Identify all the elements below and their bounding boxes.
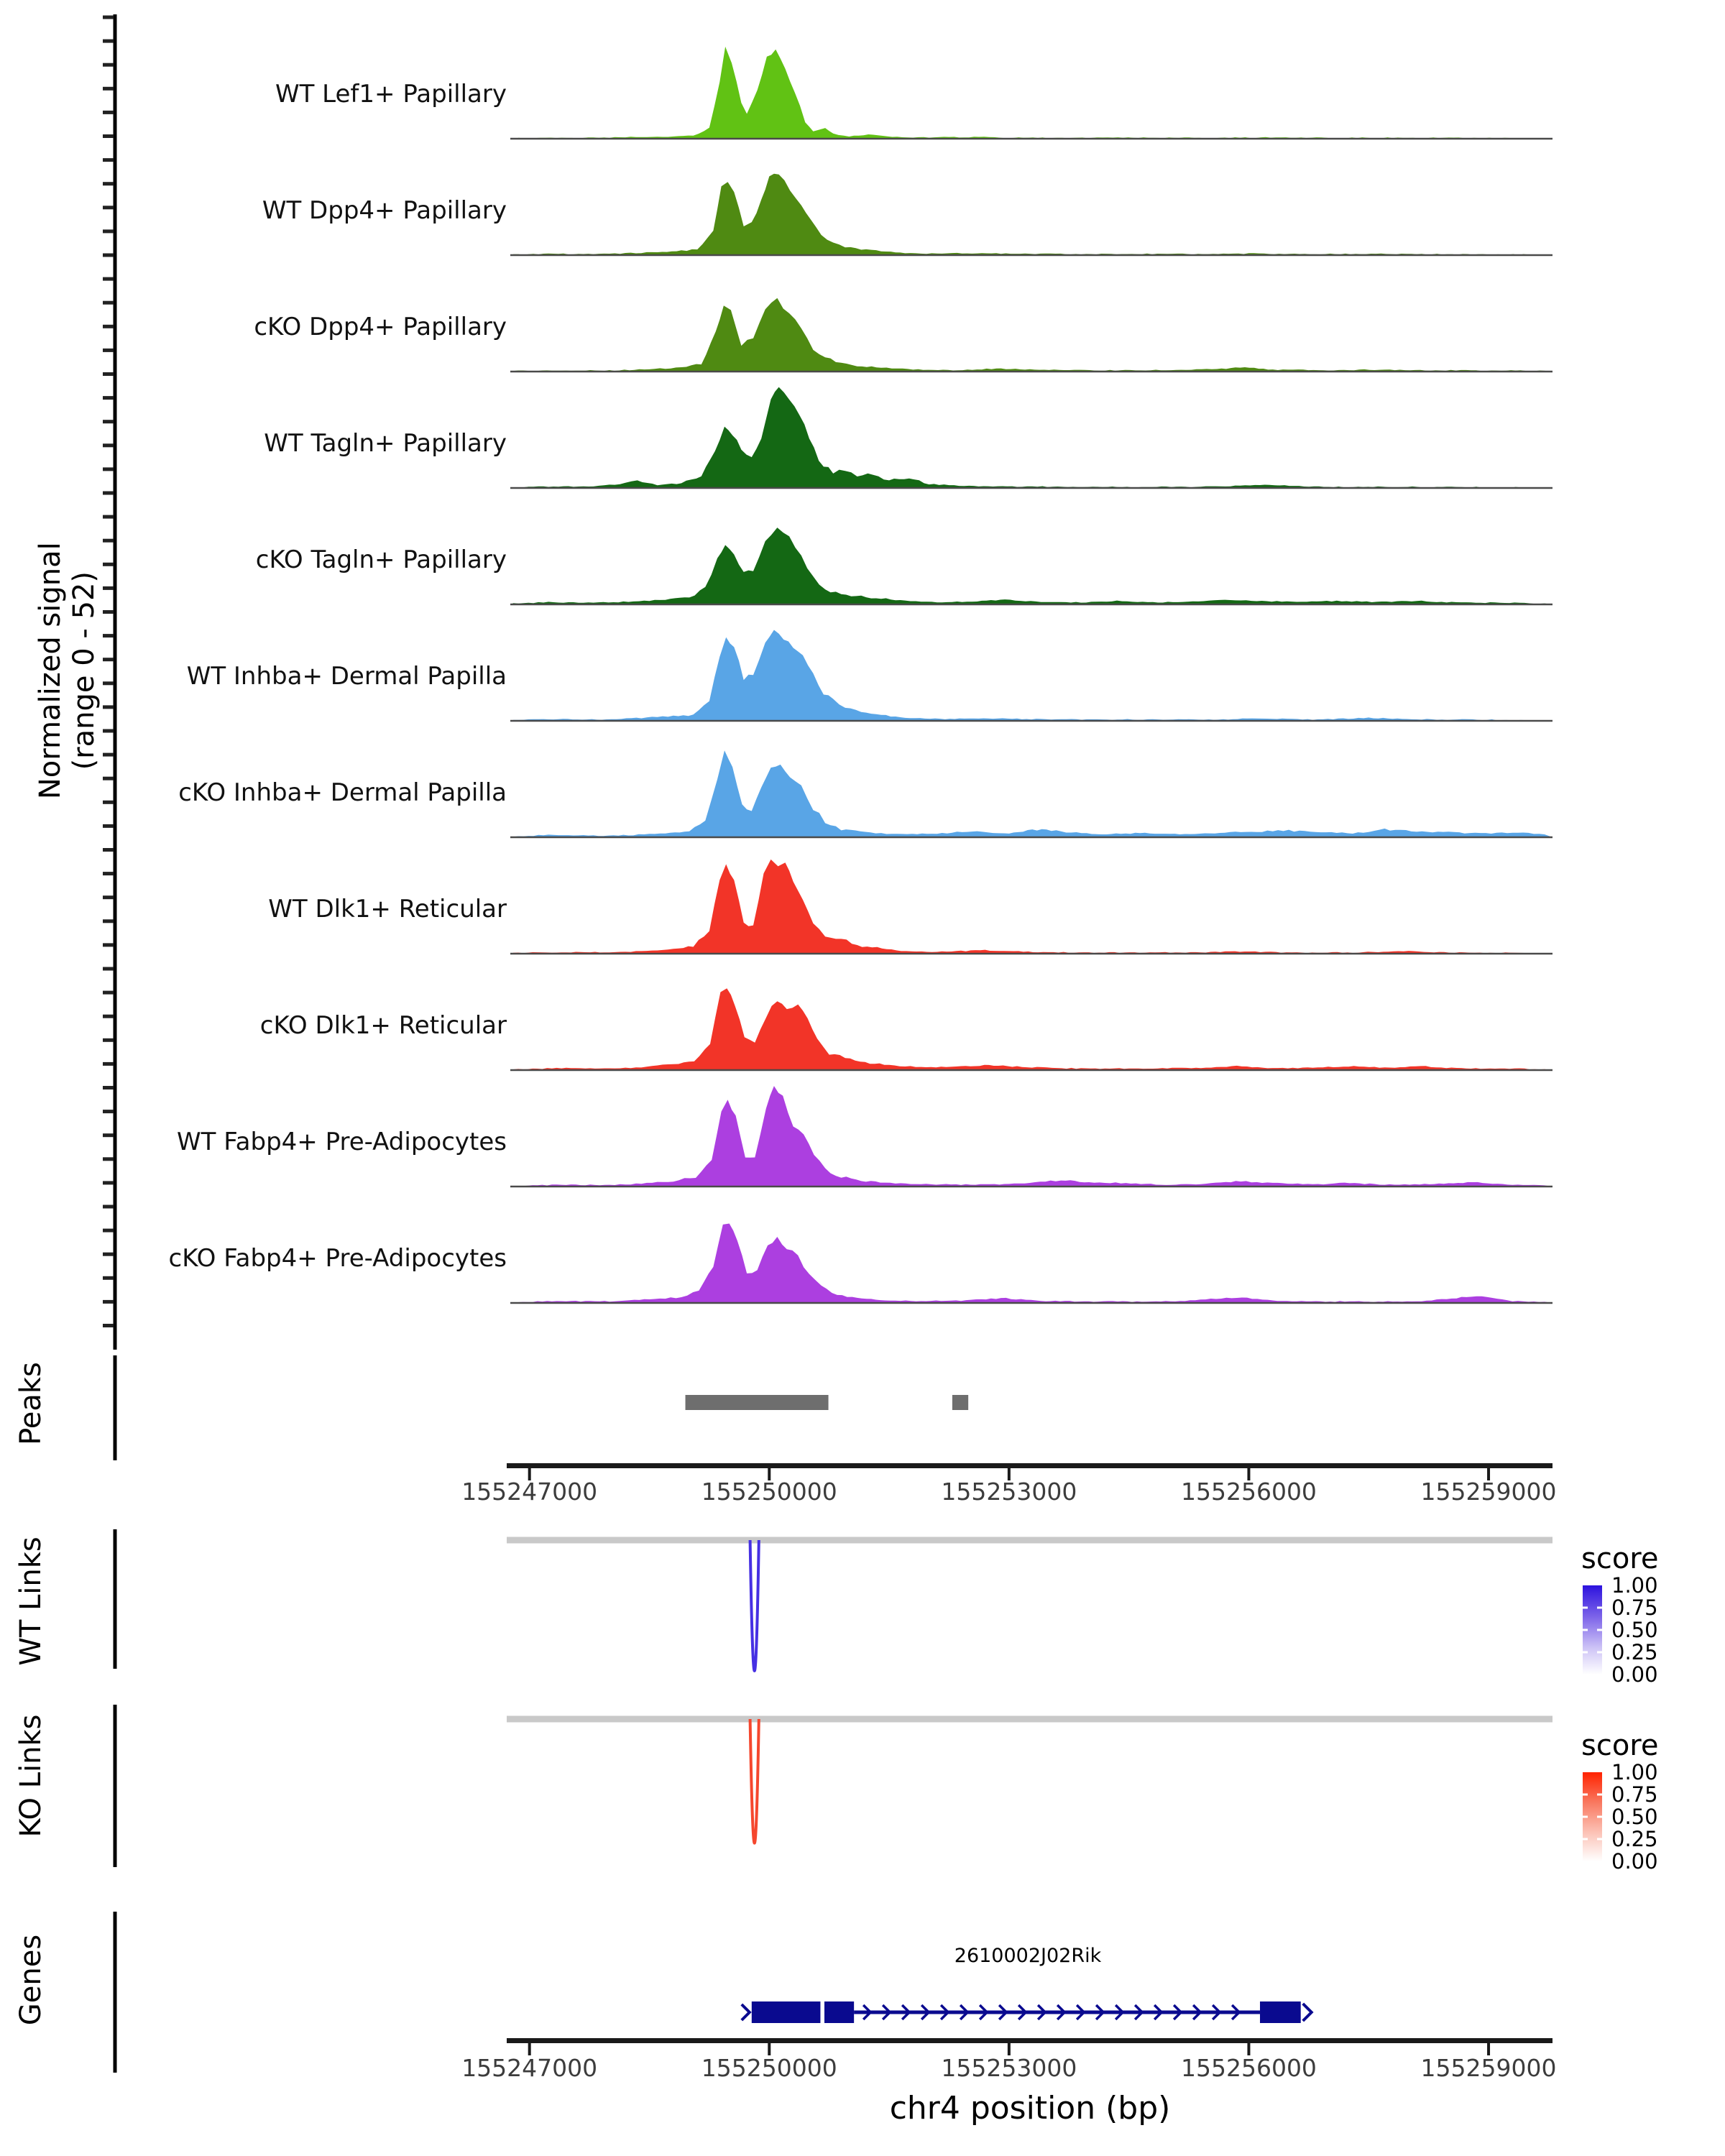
track-label: cKO Tagln+ Papillary: [255, 545, 507, 574]
signal-track-area: [510, 1086, 1552, 1187]
track-label: WT Tagln+ Papillary: [264, 429, 507, 458]
track-label: cKO Dlk1+ Reticular: [259, 1011, 507, 1040]
track-label: cKO Inhba+ Dermal Papilla: [178, 778, 507, 807]
signal-track-area: [510, 528, 1552, 604]
genome-axis-tick-label: 155253000: [941, 1478, 1077, 1506]
y-axis-label: [34, 383, 101, 958]
legend-tick-label: 0.75: [1611, 1782, 1658, 1807]
genome-axis-line: [507, 2038, 1552, 2043]
x-axis-title: chr4 position (bp): [889, 2090, 1171, 2127]
signal-track-area: [510, 174, 1552, 255]
signal-track-area: [510, 387, 1552, 488]
genome-axis-line: [507, 1463, 1552, 1468]
signal-track-area: [510, 1224, 1552, 1304]
signal-track-area: [510, 988, 1552, 1070]
peak-region: [952, 1395, 968, 1410]
genome-axis-tick-label: 155256000: [1180, 2054, 1317, 2082]
legend-tick-label: 0.25: [1611, 1640, 1658, 1664]
legend-tick-label: 0.75: [1611, 1595, 1658, 1620]
legend-tick-label: 0.00: [1611, 1662, 1658, 1687]
genome-axis-tick: [1487, 2041, 1490, 2055]
track-label: WT Fabp4+ Pre-Adipocytes: [177, 1128, 507, 1156]
gene-exon: [824, 2001, 854, 2023]
signal-track-area: [510, 47, 1552, 139]
section-label-ko-links: KO Links: [14, 1714, 47, 1838]
gene-name-label: 2610002J02Rik: [954, 1945, 1102, 1967]
genome-axis-tick-label: 155256000: [1180, 1478, 1317, 1506]
genome-axis-tick-label: 155247000: [461, 1478, 598, 1506]
y-axis-label-line1: Normalized signal: [33, 542, 67, 800]
legend-tick-label: 0.25: [1611, 1827, 1658, 1851]
ko-link-arc: [750, 1719, 759, 1843]
section-label-wt-links: WT Links: [14, 1537, 47, 1666]
track-label: WT Dpp4+ Papillary: [262, 196, 507, 225]
genome-axis-tick-label: 155259000: [1420, 2054, 1557, 2082]
genome-axis-tick-label: 155250000: [701, 1478, 837, 1506]
track-label: WT Dlk1+ Reticular: [268, 895, 507, 923]
genome-axis-tick: [528, 2041, 531, 2055]
genome-axis-tick-label: 155247000: [461, 2054, 598, 2082]
legend-tick-label: 1.00: [1611, 1760, 1658, 1784]
signal-track-area: [510, 860, 1552, 954]
genome-axis-tick-label: 155259000: [1420, 1478, 1557, 1506]
genome-axis-tick: [768, 2041, 770, 2055]
genome-axis-tick-label: 155253000: [941, 2054, 1077, 2082]
legend-tick-label: 1.00: [1611, 1573, 1658, 1598]
genome-axis-tick: [1008, 2041, 1011, 2055]
track-label: WT Inhba+ Dermal Papilla: [186, 662, 507, 691]
wt-links-legend-title: score: [1581, 1542, 1659, 1575]
legend-tick-label: 0.50: [1611, 1805, 1658, 1829]
section-label-genes: Genes: [14, 1934, 47, 2026]
signal-track-area: [510, 750, 1552, 837]
track-label: cKO Fabp4+ Pre-Adipocytes: [168, 1244, 507, 1273]
signal-track-area: [510, 298, 1552, 372]
legend-tick-label: 0.50: [1611, 1618, 1658, 1642]
signal-track-area: [510, 630, 1552, 722]
y-axis-label-line2: (range 0 - 52): [68, 571, 101, 770]
genome-axis-tick: [1247, 2041, 1250, 2055]
track-label: cKO Dpp4+ Papillary: [254, 313, 507, 341]
gene-exon: [752, 2001, 821, 2023]
genome-axis-tick-label: 155250000: [701, 2054, 837, 2082]
gene-start-chevron-icon: [742, 2004, 750, 2020]
peak-region: [686, 1395, 829, 1410]
wt-link-arc: [750, 1540, 759, 1671]
ko-links-legend-title: score: [1581, 1729, 1659, 1762]
gene-end-arrow-icon: [1303, 2004, 1312, 2021]
legend-tick-label: 0.00: [1611, 1849, 1658, 1874]
section-label-peaks: Peaks: [14, 1362, 47, 1445]
track-label: WT Lef1+ Papillary: [275, 80, 507, 109]
gene-exon: [1260, 2001, 1301, 2023]
